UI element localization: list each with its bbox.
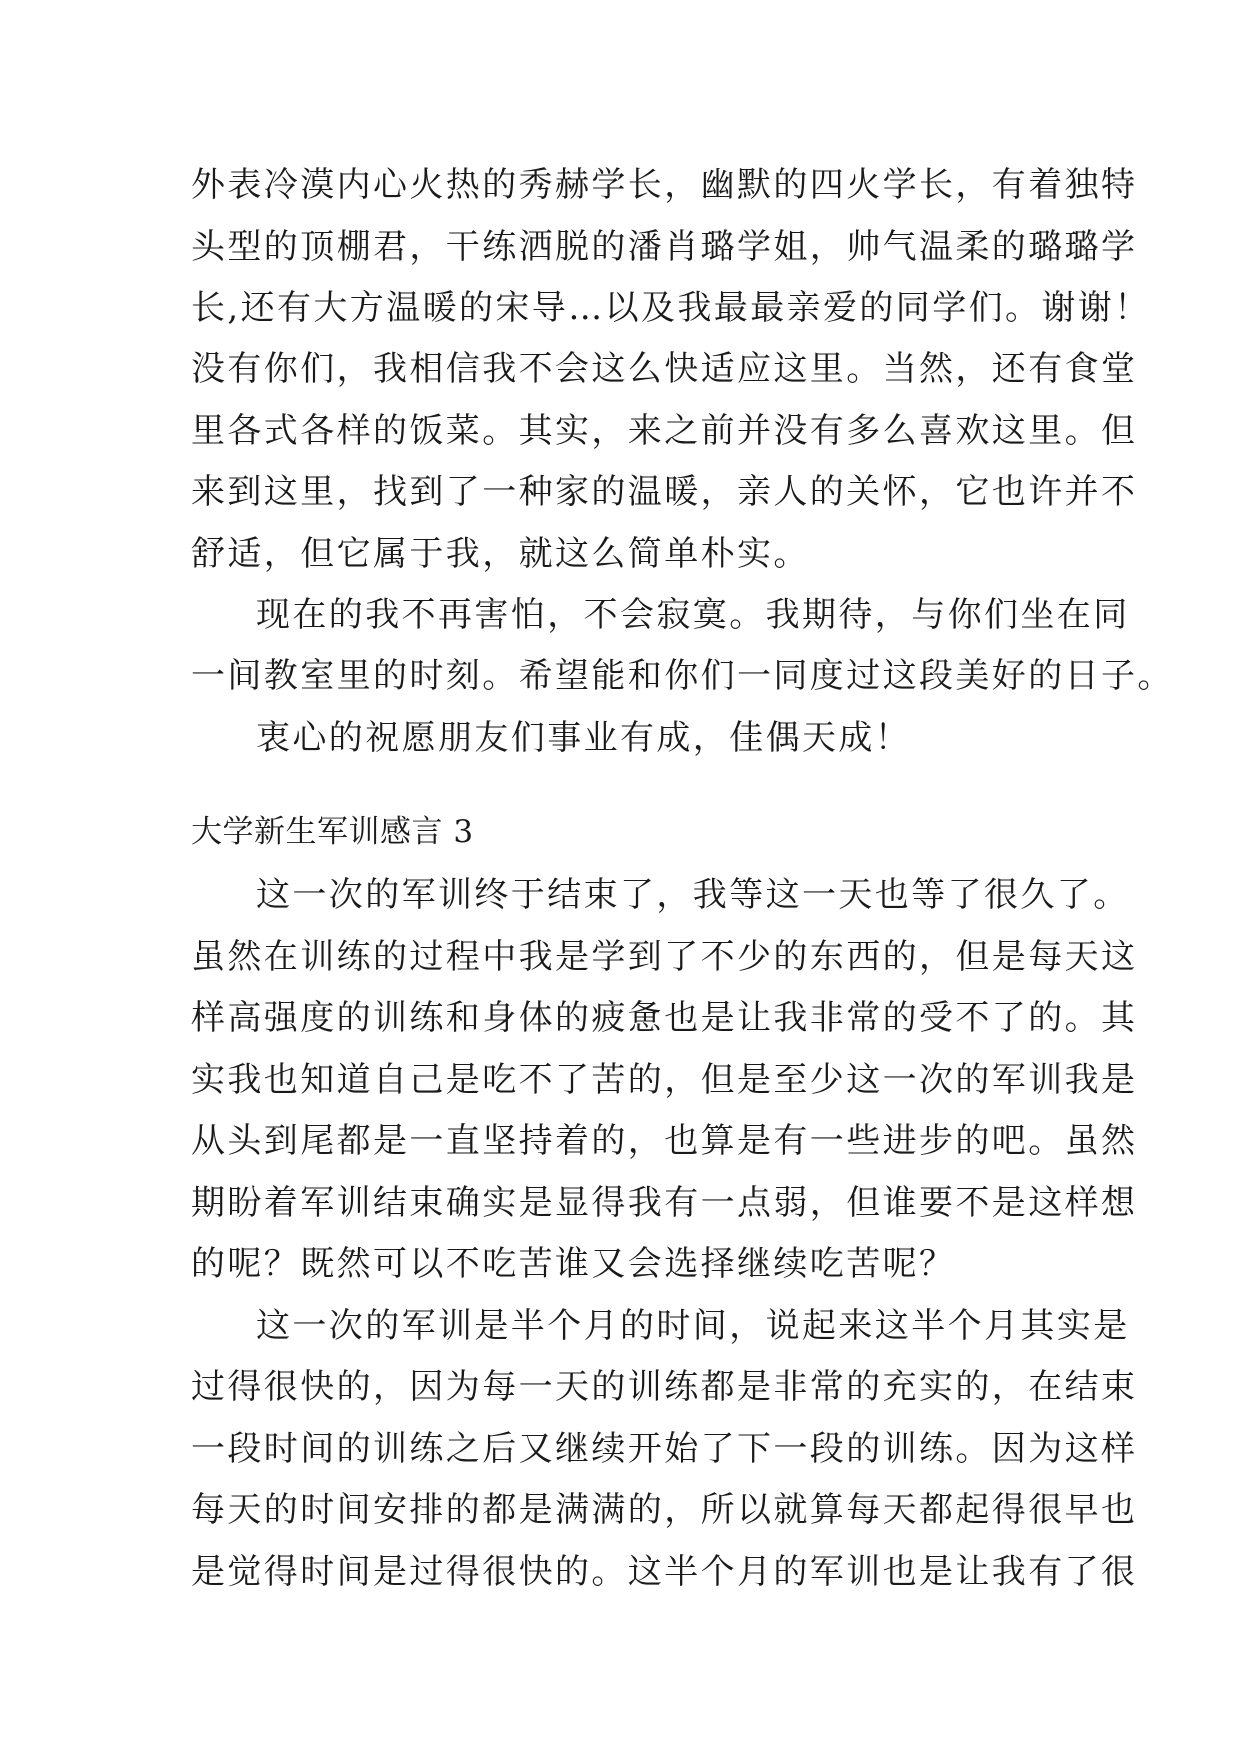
paragraph-line: 这一次的军训终于结束了，我等这一天也等了很久了。 xyxy=(256,875,1130,915)
paragraph-line: 每天的时间安排的都是满满的，所以就算每天都起得很早也 xyxy=(191,1490,1138,1530)
paragraph-line: 这一次的军训是半个月的时间，说起来这半个月其实是 xyxy=(256,1306,1130,1346)
section-heading: 大学新生军训感言 3 xyxy=(191,814,474,850)
paragraph-line: 头型的顶棚君，干练洒脱的潘肖璐学姐，帅气温柔的璐璐学 xyxy=(191,227,1138,267)
paragraph-line: 衷心的祝愿朋友们事业有成，佳偶天成！ xyxy=(256,718,912,758)
paragraph-line: 样高强度的训练和身体的疲惫也是让我非常的受不了的。其 xyxy=(191,998,1138,1038)
paragraph-line: 没有你们，我相信我不会这么快适应这里。当然，还有食堂 xyxy=(191,349,1138,389)
paragraph-line: 是觉得时间是过得很快的。这半个月的军训也是让我有了很 xyxy=(191,1552,1138,1592)
paragraph-line: 舒适，但它属于我，就这么简单朴实。 xyxy=(191,534,810,574)
paragraph-line: 一段时间的训练之后又继续开始了下一段的训练。因为这样 xyxy=(191,1429,1138,1469)
paragraph-line: 现在的我不再害怕，不会寂寞。我期待，与你们坐在同 xyxy=(256,595,1130,635)
paragraph-line: 过得很快的，因为每一天的训练都是非常的充实的，在结束 xyxy=(191,1367,1138,1407)
paragraph-line: 来到这里，找到了一种家的温暖，亲人的关怀，它也许并不 xyxy=(191,472,1138,512)
paragraph-line: 的呢？既然可以不吃苦谁又会选择继续吃苦呢？ xyxy=(191,1244,956,1284)
paragraph-line: 期盼着军训结束确实是显得我有一点弱，但谁要不是这样想 xyxy=(191,1183,1138,1223)
paragraph-line: 一间教室里的时刻。希望能和你们一同度过这段美好的日子。 xyxy=(191,656,1174,696)
paragraph-line: 外表冷漠内心火热的秀赫学长，幽默的四火学长，有着独特 xyxy=(191,165,1138,205)
paragraph-line: 实我也知道自己是吃不了苦的，但是至少这一次的军训我是 xyxy=(191,1060,1138,1100)
paragraph-line: 虽然在训练的过程中我是学到了不少的东西的，但是每天这 xyxy=(191,937,1138,977)
paragraph-line: 里各式各样的饭菜。其实，来之前并没有多么喜欢这里。但 xyxy=(191,411,1138,451)
paragraph-line: 从头到尾都是一直坚持着的，也算是有一些进步的吧。虽然 xyxy=(191,1121,1138,1161)
paragraph-line: 长,还有大方温暖的宋导…以及我最最亲爱的同学们。谢谢！ xyxy=(191,288,1151,328)
